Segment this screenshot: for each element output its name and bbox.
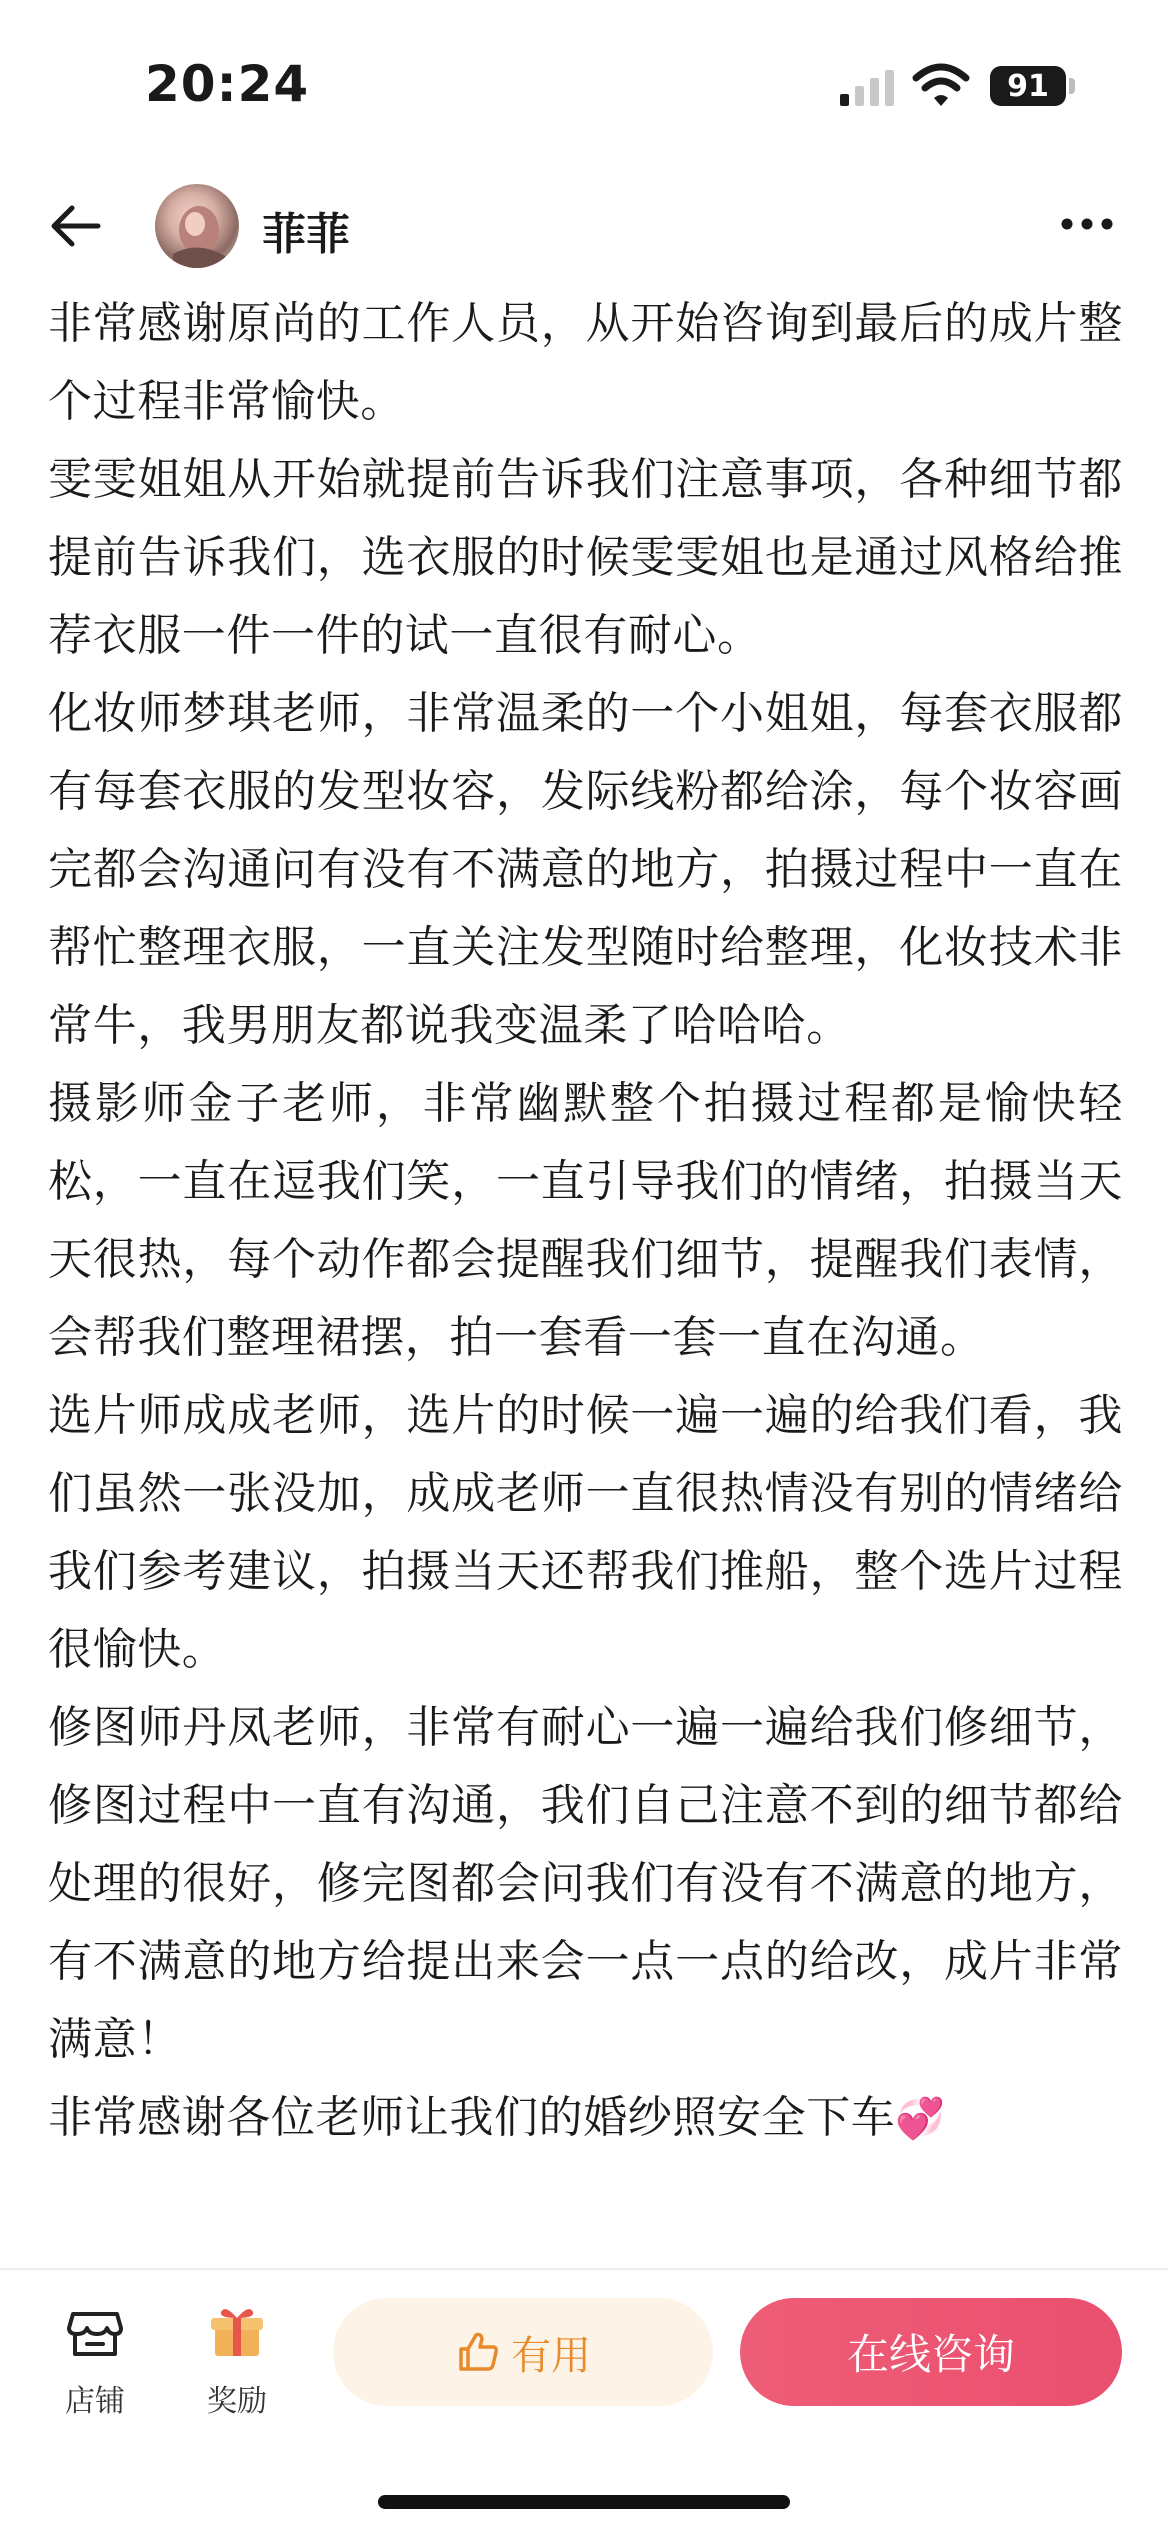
- avatar-image: [155, 184, 239, 268]
- reward-label: 奖励: [207, 2384, 267, 2419]
- post-paragraph: 化妆师梦琪老师，非常温柔的一个小姐姐，每套衣服都有每套衣服的发型妆容，发际线粉都给涂，每个妆容画完都会沟通问有没有不满意的地方，拍摄过程中一直在帮忙整理衣服，一直关注发型随时给整理，化妆技术非常牛，我男朋友都说我变温柔了哈哈哈。: [48, 688, 1123, 1051]
- post-header: [0, 180, 1168, 270]
- home-indicator: [378, 2495, 790, 2509]
- post-paragraph: 摄影师金子老师，非常幽默整个拍摄过程都是愉快轻松，一直在逗我们笑，一直引导我们的情绪，拍摄当天天很热，每个动作都会提醒我们细节，提醒我们表情，会帮我们整理裙摆，拍一套看一套一直在沟通。: [48, 1078, 1123, 1363]
- battery-tip: [1069, 78, 1075, 94]
- post-paragraph-last: [48, 2079, 1123, 2158]
- arrow-left-icon[interactable]: [48, 198, 104, 254]
- gift-icon: [205, 2300, 269, 2364]
- thumbs-up-icon: [455, 2329, 501, 2375]
- battery-indicator: 91: [990, 66, 1066, 106]
- store-tab[interactable]: [40, 2300, 150, 2420]
- heart-emoji: 💞: [895, 2096, 946, 2142]
- post-paragraph: 修图师丹凤老师，非常有耐心一遍一遍给我们修细节，修图过程中一直有沟通，我们自己注意不到的细节都给处理的很好，修完图都会问我们有没有不满意的地方，有不满意的地方给提出来会一点一点的给改，成片非常满意！: [48, 1702, 1123, 2065]
- post-paragraph: 选片师成成老师，选片的时候一遍一遍的给我们看，我们虽然一张没加，成成老师一直很热情没有别的情绪给我们参考建议，拍摄当天还帮我们推船，整个选片过程很愉快。: [48, 1390, 1123, 1675]
- reward-tab[interactable]: [182, 2300, 292, 2420]
- cellular-signal-icon: [838, 68, 896, 108]
- avatar[interactable]: [155, 184, 239, 268]
- post-paragraph-text: 非常感谢各位老师让我们的婚纱照安全下车: [48, 2092, 896, 2143]
- post-paragraph: 非常感谢原尚的工作人员，从开始咨询到最后的成片整个过程非常愉快。: [48, 298, 1123, 427]
- post-body: [48, 285, 1123, 2270]
- more-dots-icon[interactable]: [1060, 212, 1114, 236]
- store-label: 店铺: [65, 2384, 125, 2419]
- useful-button[interactable]: [333, 2298, 713, 2406]
- post-paragraph: 雯雯姐姐从开始就提前告诉我们注意事项，各种细节都提前告诉我们，选衣服的时候雯雯姐也是通过风格给推荐衣服一件一件的试一直很有耐心。: [48, 454, 1123, 661]
- bottom-action-bar: [0, 2268, 1168, 2532]
- status-bar: [0, 0, 1168, 175]
- online-consult-button[interactable]: 在线咨询: [740, 2298, 1122, 2406]
- status-time: 20:24: [145, 55, 310, 113]
- useful-label: 有用: [511, 2332, 591, 2379]
- username[interactable]: 菲菲: [262, 209, 350, 260]
- wifi-icon: [912, 62, 970, 108]
- store-icon: [63, 2300, 127, 2364]
